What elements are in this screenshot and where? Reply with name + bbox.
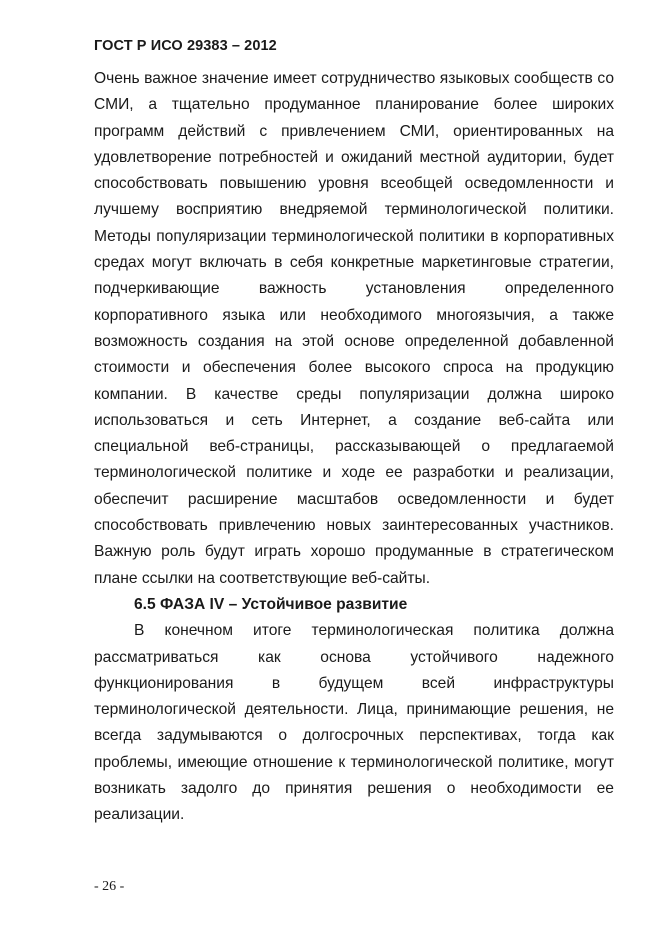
document-header: ГОСТ Р ИСО 29383 – 2012 <box>94 38 277 54</box>
section-heading: 6.5 ФАЗА IV – Устойчивое развитие <box>134 595 408 613</box>
paragraph-media-cooperation: Очень важное значение имеет сотрудничество языковых сообществ со СМИ, а тщательно продуманное планирование более широких программ действий с привлечением СМИ, ориентированных на удовлетворение потребностей и ожиданий местной аудитории, будет способствовать повышению уровня всеобщей осведомленности и лучшему восприятию внедряемой терминологической политики. Методы популяризации терминологической политики в корпоративных средах могут включать в себя конкретные маркетинговые стратегии, подчеркивающие важность установления определенного корпоративного языка или необходимого многоязычия, а также возможность создания на этой основе определенной добавленной стоимости и обеспечения более высокого спроса на продукцию компании. В качестве среды популяризации должна широко использоваться и сеть Интернет, а создание веб-сайта или специальной веб-страницы, рассказывающей о предлагаемой терминологической политике и ходе ее разработки и реализации, обеспечит расширение масштабов осведомленности и будет способствовать привлечению новых заинтересованных участников. Важную роль будут играть хорошо продуманные в стратегическом плане ссылки на соответствующие веб-сайты. <box>94 70 614 587</box>
paragraph-sustainable-development: В конечном итоге терминологическая политика должна рассматриваться как основа устойчивого надежного функционирования в будущем всей инфраструктуры терминологической деятельности. Лица, принимающие решения, не всегда задумываются о долгосрочных перспективах, тогда как проблемы, имеющие отношение к терминологической политике, могут возникать задолго до принятия решения о необходимости ее реализации. <box>94 622 614 824</box>
page-number: - 26 - <box>94 879 125 894</box>
page-body <box>94 66 614 829</box>
